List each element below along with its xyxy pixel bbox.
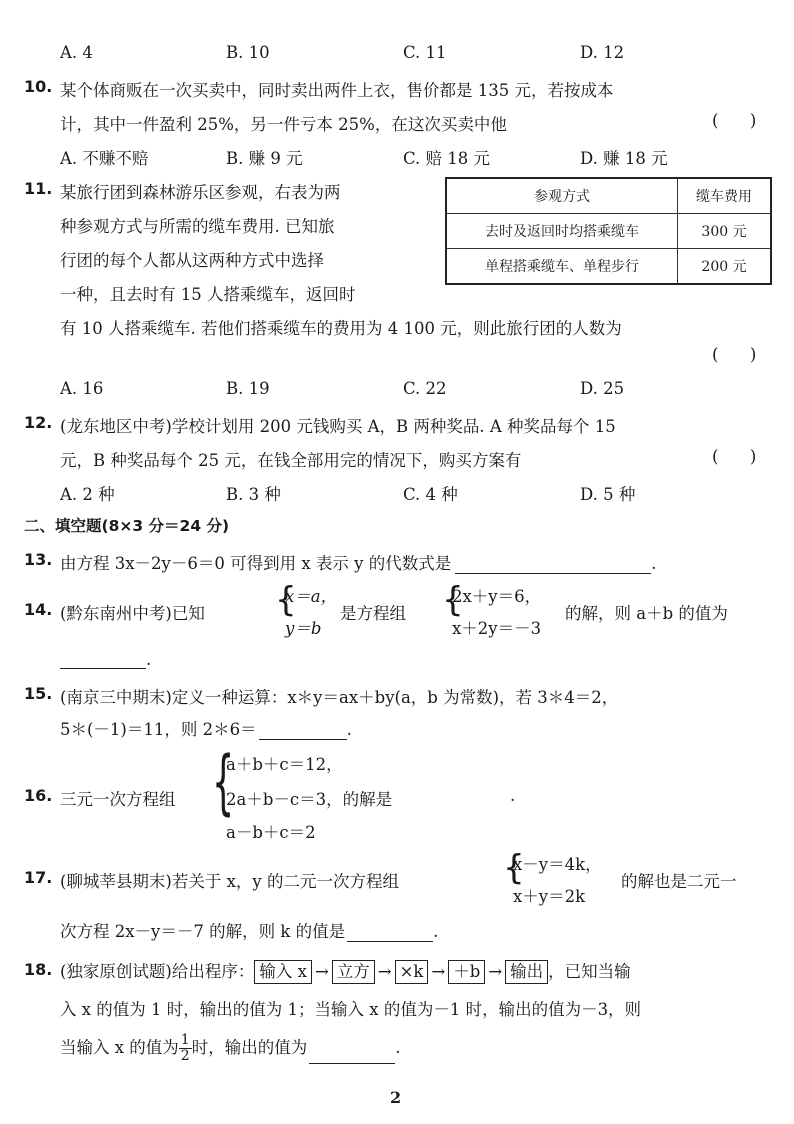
- program-box-add: ＋b: [448, 960, 485, 984]
- fraction-one-half: [179, 1033, 192, 1064]
- answer-paren: ( ): [712, 111, 757, 130]
- q14-pre: (黔东南州中考)已知: [60, 604, 205, 623]
- q11-option-a: A. 16: [60, 379, 104, 398]
- q18-text-line2: 入 x 的值为 1 时，输出的值为 1；当输入 x 的值为－1 时，输出的值为－3，则: [60, 1000, 642, 1019]
- q12-option-d: D. 5 种: [580, 485, 636, 504]
- period: .: [146, 650, 152, 669]
- q12-option-c: C. 4 种: [403, 485, 458, 504]
- period: .: [395, 1038, 401, 1057]
- page-number: 2: [390, 1088, 402, 1107]
- program-box-multiply: ×k: [395, 960, 429, 984]
- table-row: [446, 249, 771, 285]
- q18-post: ，已知当输: [548, 962, 631, 981]
- q11-option-d: D. 25: [580, 379, 625, 398]
- q12-option-a: A. 2 种: [60, 485, 115, 504]
- q16-equation-1: a＋b＋c＝12，: [226, 755, 343, 774]
- answer-blank: [347, 925, 433, 942]
- table-cell: 300 元: [678, 214, 772, 249]
- q11-text-line4: 一种，且去时有 15 人搭乘缆车，返回时: [60, 285, 356, 304]
- table-row: [446, 214, 771, 249]
- question-number: 16.: [24, 786, 53, 805]
- q10-option-a: A. 不赚不赔: [60, 149, 149, 168]
- answer-paren: ( ): [712, 345, 757, 364]
- arrow-right-icon: →: [314, 962, 329, 981]
- q18-pre: (独家原创试题)给出程序：: [60, 962, 255, 981]
- q11-option-c: C. 22: [403, 379, 447, 398]
- q12-text-line2: 元，B 种奖品每个 25 元，在钱全部用完的情况下，购买方案有: [60, 451, 522, 470]
- q18-text-line1: [60, 958, 631, 984]
- section-heading: 二、填空题(8×3 分＝24 分): [24, 517, 230, 535]
- q13-text: [60, 550, 656, 574]
- q16-equation-3: a－b＋c＝2: [226, 823, 316, 842]
- cable-car-fee-table: [445, 177, 772, 285]
- question-number: 11.: [24, 179, 53, 198]
- question-number: 17.: [24, 868, 53, 887]
- q10-option-d: D. 赚 18 元: [580, 149, 668, 168]
- q17-text-line2: [60, 918, 438, 942]
- period: .: [346, 720, 352, 739]
- left-brace: {: [442, 580, 464, 620]
- answer-blank: [309, 1047, 395, 1064]
- table-cell: 去时及返回时均搭乘缆车: [446, 214, 678, 249]
- q13-text-body: 由方程 3x－2y－6＝0 可得到用 x 表示 y 的代数式是: [60, 554, 452, 573]
- arrow-right-icon: →: [488, 962, 503, 981]
- arrow-right-icon: →: [431, 962, 446, 981]
- fraction-numerator: 1: [180, 1032, 190, 1048]
- q9-option-a: A. 4: [60, 43, 93, 62]
- left-brace: {: [503, 848, 525, 888]
- question-number: 18.: [24, 960, 53, 979]
- table-cell: 200 元: [678, 249, 772, 285]
- q11-text-line1: 某旅行团到森林游乐区参观，右表为两: [60, 183, 341, 202]
- answer-blank: [259, 723, 347, 740]
- question-number: 13.: [24, 550, 53, 569]
- arrow-right-icon: →: [377, 962, 392, 981]
- answer-paren: ( ): [712, 447, 757, 466]
- q18-text-line3: [60, 1033, 400, 1064]
- table-cell: 单程搭乘缆车、单程步行: [446, 249, 678, 285]
- q9-option-d: D. 12: [580, 43, 625, 62]
- q10-text-line1: 某个体商贩在一次买卖中，同时卖出两件上衣，售价都是 135 元，若按成本: [60, 81, 614, 100]
- question-number: 14.: [24, 600, 53, 619]
- q9-option-c: C. 11: [403, 43, 447, 62]
- q14-post: 的解，则 a＋b 的值为: [565, 604, 728, 623]
- q14-solution-x: x＝a，: [285, 587, 338, 606]
- answer-blank: [455, 557, 651, 574]
- q11-option-b: B. 19: [226, 379, 270, 398]
- q14-equation-1: 2x＋y＝6，: [452, 587, 542, 606]
- q15-text-body: 5＊(－1)＝11，则 2＊6＝: [60, 720, 257, 739]
- q18-line3-post: 时，输出的值为: [191, 1038, 308, 1057]
- q18-line3-pre: 当输入 x 的值为: [60, 1038, 179, 1057]
- q12-text-line1: (龙东地区中考)学校计划用 200 元钱购买 A，B 两种奖品. A 种奖品每个 15: [60, 417, 616, 436]
- q11-text-line3: 行团的每个人都从这两种方式中选择: [60, 251, 324, 270]
- q10-text-line2: 计，其中一件盈利 25%，另一件亏本 25%，在这次买卖中他: [60, 115, 507, 134]
- period: .: [433, 922, 439, 941]
- q10-option-c: C. 赔 18 元: [403, 149, 491, 168]
- left-brace: {: [275, 580, 297, 620]
- q17-equation-1: x－y＝4k，: [513, 855, 602, 874]
- program-box-output: 输出: [505, 960, 548, 984]
- q17-text-body: 次方程 2x－y＝－7 的解，则 k 的值是: [60, 922, 346, 941]
- answer-blank: [60, 652, 146, 669]
- q10-option-b: B. 赚 9 元: [226, 149, 303, 168]
- fraction-denominator: 2: [180, 1048, 190, 1064]
- q16-equation-2: 2a＋b－c＝3，的解是: [226, 790, 393, 809]
- q17-post: 的解也是二元一: [621, 872, 737, 891]
- q12-option-b: B. 3 种: [226, 485, 281, 504]
- q16-answer-line: [428, 786, 515, 805]
- q9-option-b: B. 10: [226, 43, 270, 62]
- question-number: 10.: [24, 77, 53, 96]
- table-header-row: [446, 178, 771, 214]
- program-box-input: 输入 x: [254, 960, 312, 984]
- q14-solution-y: y＝b: [285, 619, 322, 638]
- table-header-cell: 参观方式: [446, 178, 678, 214]
- q17-pre: (聊城莘县期末)若关于 x，y 的二元一次方程组: [60, 872, 399, 891]
- question-number: 15.: [24, 684, 53, 703]
- table-header-cell: 缆车费用: [678, 178, 772, 214]
- q11-text-line5: 有 10 人搭乘缆车. 若他们搭乘缆车的费用为 4 100 元，则此旅行团的人数为: [60, 319, 622, 338]
- q11-text-line2: 种参观方式与所需的缆车费用. 已知旅: [60, 217, 335, 236]
- period: .: [510, 786, 516, 805]
- q14-equation-2: x＋2y＝－3: [452, 619, 542, 638]
- left-brace: {: [212, 741, 235, 823]
- q14-mid: 是方程组: [340, 604, 406, 623]
- q15-text-line1: (南京三中期末)定义一种运算：x＊y＝ax＋by(a，b 为常数)，若 3＊4＝2，: [60, 688, 619, 707]
- q14-answer-line: [60, 650, 151, 669]
- question-number: 12.: [24, 413, 53, 432]
- q15-text-line2: [60, 716, 352, 740]
- program-box-cube: 立方: [332, 960, 375, 984]
- period: .: [651, 554, 657, 573]
- q16-pre: 三元一次方程组: [60, 790, 176, 809]
- q17-equation-2: x＋y＝2k: [513, 887, 586, 906]
